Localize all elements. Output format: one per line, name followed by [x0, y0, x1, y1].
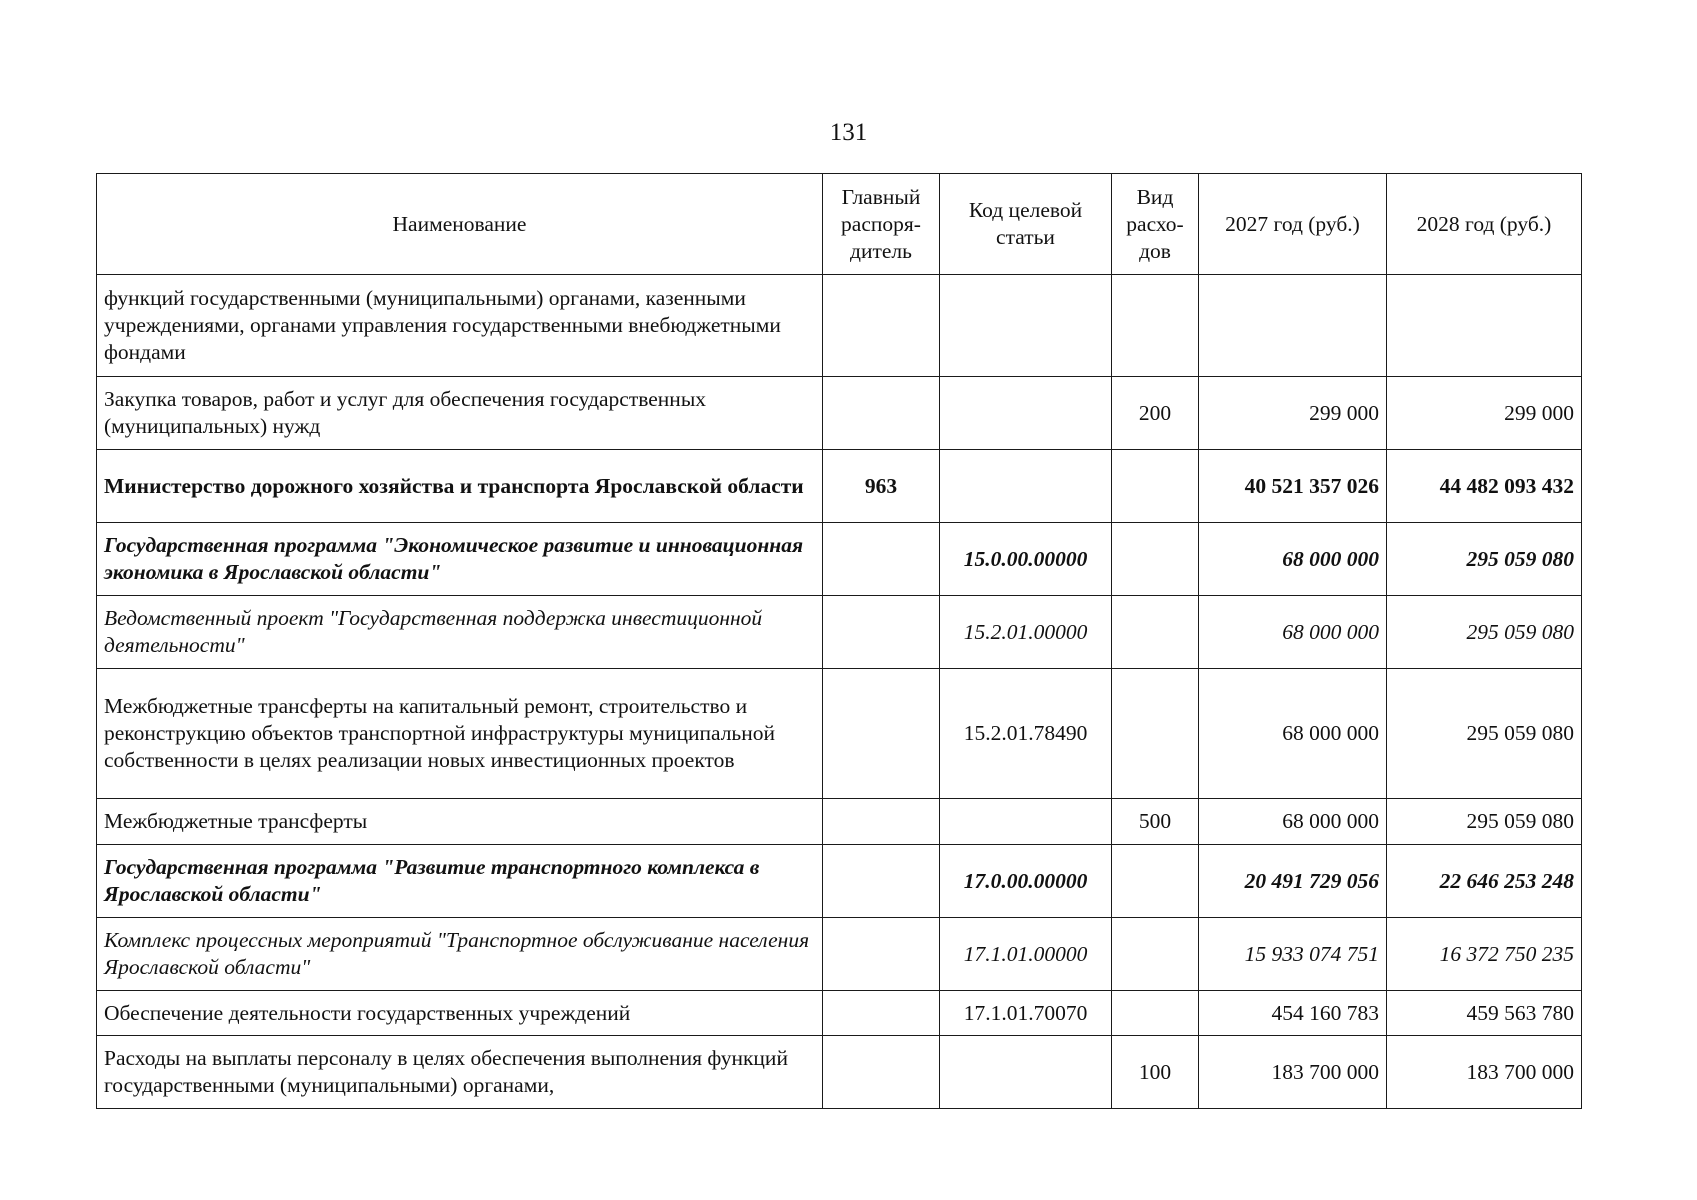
cell-year-2027: 68 000 000: [1199, 799, 1387, 845]
table-header-row: [97, 174, 1582, 275]
table-row: [97, 799, 1582, 845]
page-number: 131: [829, 119, 868, 146]
table-row: [97, 275, 1582, 377]
cell-name: функций государственными (муниципальными) органами, казенными учреждениями, органами управления государственными внебюджетными фондами: [97, 275, 823, 377]
table-row: [97, 991, 1582, 1036]
cell-admin: 963: [823, 450, 940, 523]
header-year-2027: 2027 год (руб.): [1199, 174, 1387, 275]
cell-type: 500: [1112, 799, 1199, 845]
header-code: Код целевой статьи: [940, 174, 1112, 275]
cell-year-2027: 299 000: [1199, 377, 1387, 450]
budget-table: [96, 173, 1582, 1109]
cell-year-2027: 15 933 074 751: [1199, 918, 1387, 991]
cell-code: [940, 799, 1112, 845]
cell-type: [1112, 918, 1199, 991]
cell-year-2028: 295 059 080: [1387, 596, 1582, 669]
cell-type: [1112, 596, 1199, 669]
cell-year-2028: 22 646 253 248: [1387, 845, 1582, 918]
cell-code: [940, 275, 1112, 377]
table-row: [97, 918, 1582, 991]
header-type: Вид расхо-дов: [1112, 174, 1199, 275]
cell-admin: [823, 991, 940, 1036]
cell-name: Министерство дорожного хозяйства и транспорта Ярославской области: [97, 450, 823, 523]
cell-year-2028: 295 059 080: [1387, 523, 1582, 596]
cell-year-2027: 68 000 000: [1199, 523, 1387, 596]
cell-admin: [823, 377, 940, 450]
cell-year-2027: 68 000 000: [1199, 596, 1387, 669]
cell-year-2028: [1387, 275, 1582, 377]
cell-name: Межбюджетные трансферты: [97, 799, 823, 845]
cell-code: [940, 377, 1112, 450]
cell-year-2028: 299 000: [1387, 377, 1582, 450]
table-row: [97, 596, 1582, 669]
cell-year-2028: 295 059 080: [1387, 799, 1582, 845]
cell-year-2027: 20 491 729 056: [1199, 845, 1387, 918]
table-row: [97, 523, 1582, 596]
cell-code: 15.2.01.78490: [940, 669, 1112, 799]
cell-name: Комплекс процессных мероприятий "Транспортное обслуживание населения Ярославской области": [97, 918, 823, 991]
cell-year-2028: 459 563 780: [1387, 991, 1582, 1036]
cell-admin: [823, 275, 940, 377]
cell-admin: [823, 523, 940, 596]
cell-year-2027: [1199, 275, 1387, 377]
cell-name: Ведомственный проект "Государственная поддержка инвестиционной деятельности": [97, 596, 823, 669]
cell-name: Государственная программа "Развитие транспортного комплекса в Ярославской области": [97, 845, 823, 918]
cell-admin: [823, 918, 940, 991]
cell-type: [1112, 991, 1199, 1036]
cell-name: Межбюджетные трансферты на капитальный ремонт, строительство и реконструкцию объектов транспортной инфраструктуры муниципальной собственности в целях реализации новых инвестиционных проектов: [97, 669, 823, 799]
cell-year-2028: 295 059 080: [1387, 669, 1582, 799]
cell-code: [940, 1036, 1112, 1109]
cell-year-2028: 44 482 093 432: [1387, 450, 1582, 523]
cell-admin: [823, 669, 940, 799]
cell-type: [1112, 669, 1199, 799]
table-row: [97, 377, 1582, 450]
header-year-2028: 2028 год (руб.): [1387, 174, 1582, 275]
cell-year-2028: 183 700 000: [1387, 1036, 1582, 1109]
cell-admin: [823, 1036, 940, 1109]
cell-code: 15.0.00.00000: [940, 523, 1112, 596]
cell-year-2027: 40 521 357 026: [1199, 450, 1387, 523]
header-name: Наименование: [97, 174, 823, 275]
cell-year-2027: 454 160 783: [1199, 991, 1387, 1036]
cell-type: [1112, 845, 1199, 918]
cell-name: Расходы на выплаты персоналу в целях обеспечения выполнения функций государственными (муниципальными) органами,: [97, 1036, 823, 1109]
cell-admin: [823, 845, 940, 918]
table-row: [97, 1036, 1582, 1109]
cell-year-2027: 68 000 000: [1199, 669, 1387, 799]
cell-type: 200: [1112, 377, 1199, 450]
cell-type: 100: [1112, 1036, 1199, 1109]
cell-code: 15.2.01.00000: [940, 596, 1112, 669]
cell-code: 17.0.00.00000: [940, 845, 1112, 918]
header-admin: Главный распоря-дитель: [823, 174, 940, 275]
cell-type: [1112, 523, 1199, 596]
table-row: [97, 669, 1582, 799]
cell-name: Обеспечение деятельности государственных учреждений: [97, 991, 823, 1036]
cell-year-2027: 183 700 000: [1199, 1036, 1387, 1109]
cell-type: [1112, 450, 1199, 523]
cell-admin: [823, 596, 940, 669]
cell-code: 17.1.01.70070: [940, 991, 1112, 1036]
cell-year-2028: 16 372 750 235: [1387, 918, 1582, 991]
cell-type: [1112, 275, 1199, 377]
table-row: [97, 450, 1582, 523]
cell-code: 17.1.01.00000: [940, 918, 1112, 991]
cell-admin: [823, 799, 940, 845]
table-row: [97, 845, 1582, 918]
cell-name: Государственная программа "Экономическое развитие и инновационная экономика в Ярославской области": [97, 523, 823, 596]
cell-name: Закупка товаров, работ и услуг для обеспечения государственных (муниципальных) нужд: [97, 377, 823, 450]
cell-code: [940, 450, 1112, 523]
